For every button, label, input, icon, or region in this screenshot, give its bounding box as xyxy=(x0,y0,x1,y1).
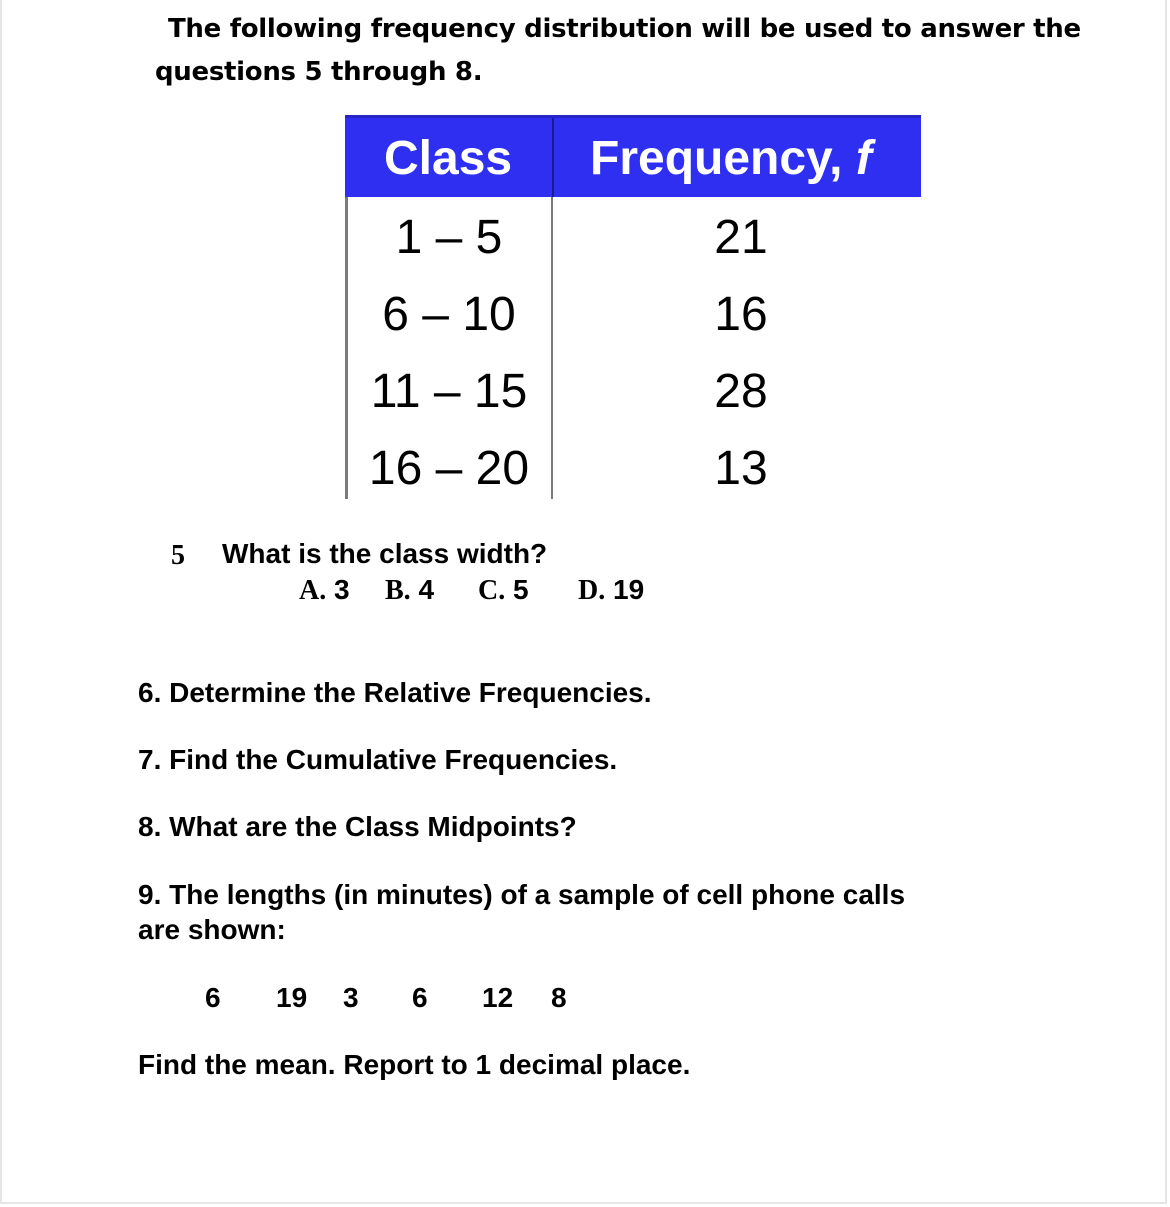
cell-class-row-1: 1 – 5 xyxy=(395,211,503,264)
question-5-number: 5 xyxy=(171,540,185,571)
option-b-value: 4 xyxy=(418,574,435,605)
option-d-value: 19 xyxy=(613,574,645,605)
option-d-label: D. xyxy=(578,575,606,606)
frequency-table xyxy=(345,115,921,499)
data-value-2: 19 xyxy=(276,982,308,1013)
option-c-value: 5 xyxy=(513,574,529,605)
cell-frequency-row-4: 13 xyxy=(714,442,768,495)
option-b xyxy=(385,574,434,607)
header-frequency-symbol: f xyxy=(855,132,872,185)
question-7: 7. Find the Cumulative Frequencies. xyxy=(138,744,618,775)
option-c xyxy=(478,574,529,607)
data-value-1: 6 xyxy=(205,982,221,1013)
question-5-text: What is the class width? xyxy=(222,538,548,569)
data-value-3: 3 xyxy=(343,982,359,1013)
option-a-value: 3 xyxy=(334,574,350,605)
data-value-6: 8 xyxy=(551,982,567,1013)
cell-class-row-4: 16 – 20 xyxy=(368,442,530,495)
data-value-5: 12 xyxy=(482,982,514,1013)
cell-class-row-3: 11 – 15 xyxy=(370,365,528,418)
header-frequency-label: Frequency, f xyxy=(590,132,872,185)
intro-line-1: The following frequency distribution will be used to answer the xyxy=(168,14,1081,44)
cell-frequency-row-3: 28 xyxy=(714,365,768,418)
cell-frequency-row-1: 21 xyxy=(714,211,768,264)
table-column-divider xyxy=(551,197,553,499)
option-c-label: C. xyxy=(478,575,506,606)
cell-class-row-2: 6 – 10 xyxy=(382,288,516,341)
header-divider xyxy=(552,118,554,197)
option-a xyxy=(299,574,350,607)
question-8: 8. What are the Class Midpoints? xyxy=(138,811,577,842)
table-left-border xyxy=(345,197,348,499)
option-d xyxy=(578,574,644,607)
question-9-instruction: Find the mean. Report to 1 decimal place. xyxy=(138,1049,691,1080)
question-9-line-2: are shown: xyxy=(138,914,286,945)
question-6: 6. Determine the Relative Frequencies. xyxy=(138,677,652,708)
question-9-line-1: 9. The lengths (in minutes) of a sample of cell phone calls xyxy=(138,879,906,910)
option-a-label: A. xyxy=(299,575,327,606)
header-class: Class xyxy=(384,132,513,185)
option-b-label: B. xyxy=(385,575,411,606)
data-value-4: 6 xyxy=(412,982,428,1013)
cell-frequency-row-2: 16 xyxy=(714,288,768,341)
header-frequency xyxy=(590,131,872,186)
intro-line-2: questions 5 through 8. xyxy=(155,57,483,87)
